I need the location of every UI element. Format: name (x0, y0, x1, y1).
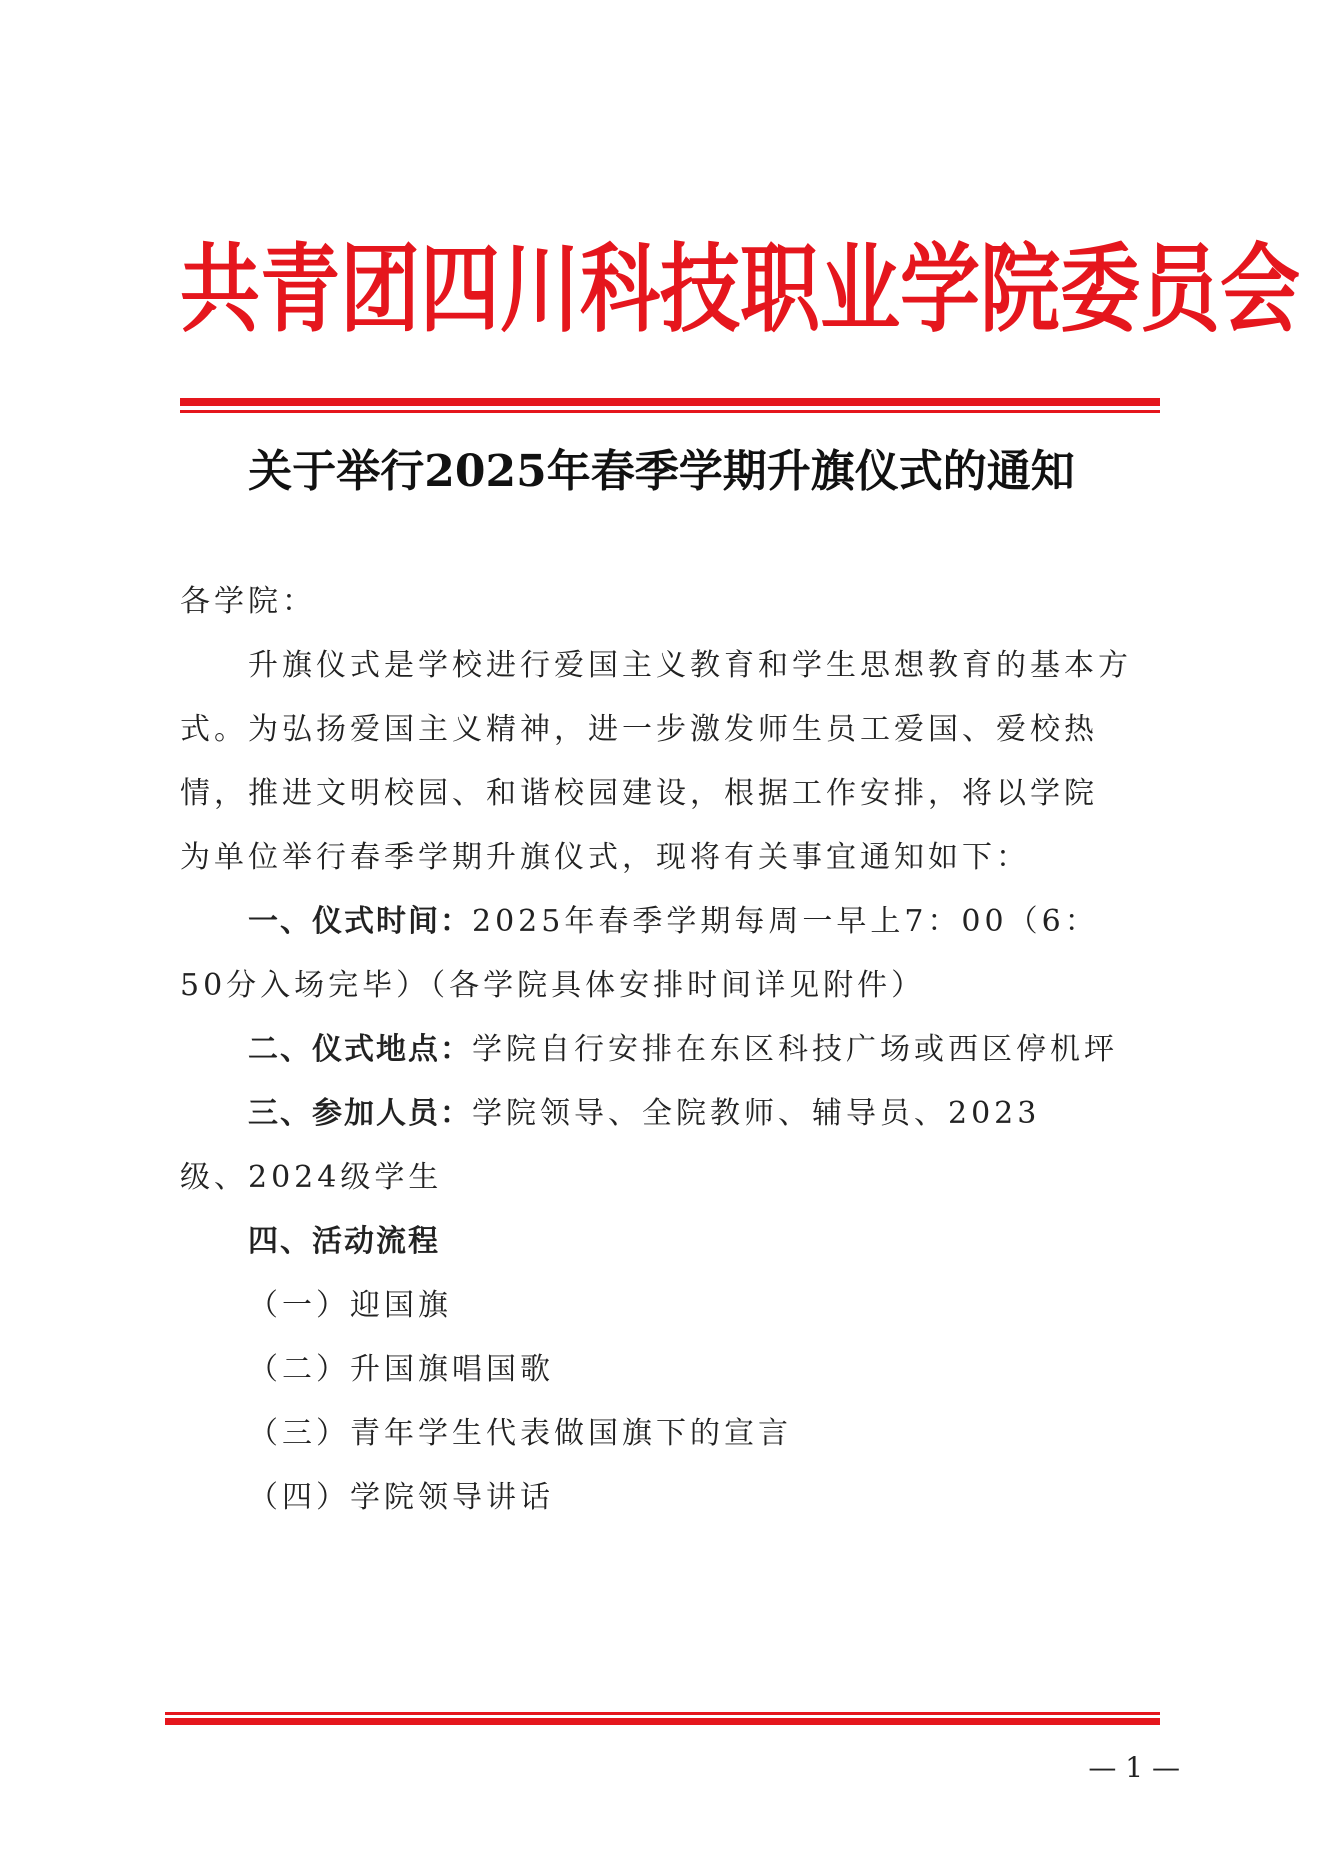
item-time-value: 2025年春季学期每周一早上7：00（6： (472, 904, 1099, 939)
document-title: 关于举行2025年春季学期升旗仪式的通知 (248, 446, 1075, 497)
process-step: （四）学院领导讲话 (248, 1480, 554, 1515)
document-body (180, 570, 1160, 1530)
footer-divider (165, 1712, 1160, 1726)
intro-line-3: 情，推进文明校园、和谐校园建设，根据工作安排，将以学院 (180, 776, 1098, 811)
intro-line-1: 升旗仪式是学校进行爱国主义教育和学生思想教育的基本方 (248, 648, 1132, 683)
divider-thin-line (180, 410, 1160, 413)
footer-thick-line (165, 1718, 1160, 1725)
item-place-label: 二、仪式地点： (248, 1032, 472, 1067)
item-people (180, 1082, 1160, 1146)
process-step: （二）升国旗唱国歌 (248, 1352, 554, 1387)
item-people-label: 三、参加人员： (248, 1096, 472, 1131)
masthead-divider (180, 398, 1160, 416)
masthead-organization: 共青团四川科技职业学院委员会 (180, 233, 1300, 346)
item-process-label: 四、活动流程 (248, 1224, 440, 1259)
footer-thin-line (165, 1712, 1160, 1715)
item-place (180, 1018, 1160, 1082)
item-time (180, 890, 1160, 954)
item-people-value: 学院领导、全院教师、辅导员、2023 (472, 1096, 1041, 1131)
page-number: — 1 — (1088, 1751, 1180, 1784)
item-people-continued: 级、2024级学生 (180, 1160, 443, 1195)
process-step: （一）迎国旗 (248, 1288, 452, 1323)
item-time-continued: 50分入场完毕）（各学院具体安排时间详见附件） (180, 968, 926, 1003)
divider-thick-line (180, 398, 1160, 406)
process-step: （三）青年学生代表做国旗下的宣言 (248, 1416, 792, 1451)
item-time-label: 一、仪式时间： (248, 904, 472, 939)
item-place-value: 学院自行安排在东区科技广场或西区停机坪 (472, 1032, 1118, 1067)
salutation: 各学院： (180, 584, 316, 619)
intro-line-2: 式。为弘扬爱国主义精神，进一步激发师生员工爱国、爱校热 (180, 712, 1098, 747)
intro-line-4: 为单位举行春季学期升旗仪式，现将有关事宜通知如下： (180, 840, 1030, 875)
